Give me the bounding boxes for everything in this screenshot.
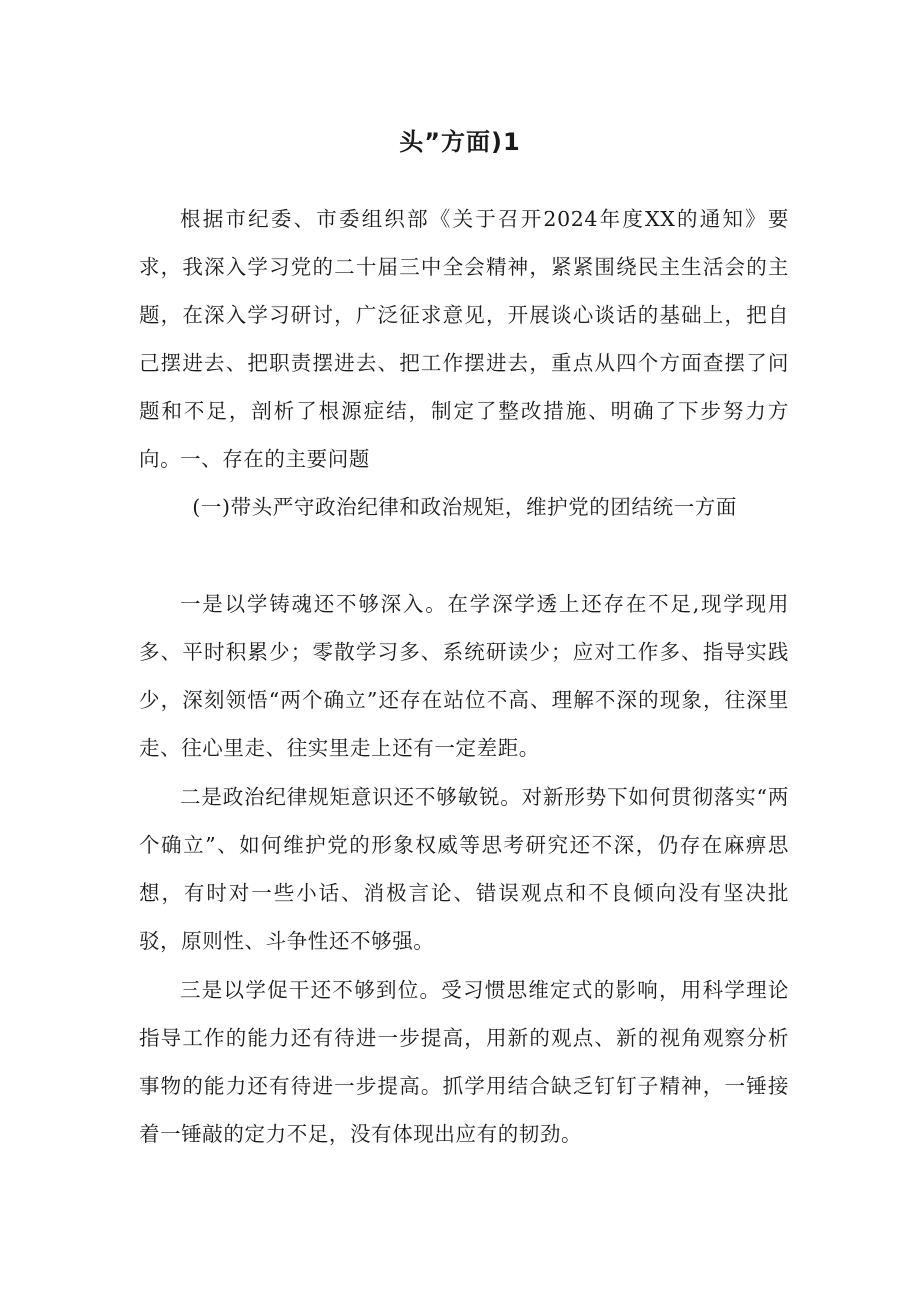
paragraph-1: 一是以学铸魂还不够深入。在学深学透上还存在不足,现学现用多、平时积累少；零散学习多、系统研读少；应对工作多、指导实践少，深刻领悟“两个确立”还存在站位不高、理解不深的现象，往深里走、往心里走、往实里走上还有一定差距。 (139, 592, 789, 760)
paragraph-3: 三是以学促干还不够到位。受习惯思维定式的影响，用科学理论指导工作的能力还有待进一步提高，用新的观点、新的视角观察分析事物的能力还有待进一步提高。抓学用结合缺乏钉钉子精神，一锤接着一锤敲的定力不足，没有体现出应有的韧劲。 (139, 978, 789, 1146)
paragraph-2: 二是政治纪律规矩意识还不够敏锐。对新形势下如何贯彻落实“两个确立”、如何维护党的形象权威等思考研究还不深，仍存在麻痹思想，有时对一些小话、消极言论、错误观点和不良倾向没有坚决批驳，原则性、斗争性还不够强。 (139, 785, 789, 953)
document-title: 头”方面)1 (399, 128, 521, 156)
subsection-heading: (一)带头严守政治纪律和政治规矩，维护党的团结统一方面 (192, 495, 737, 519)
intro-paragraph: 根据市纪委、市委组织部《关于召开2024年度XX的通知》要求，我深入学习党的二十届三中全会精神，紧紧围绕民主生活会的主题，在深入学习研讨，广泛征求意见，开展谈心谈话的基础上，把自己摆进去、把职责摆进去、把工作摆进去，重点从四个方面查摆了问题和不足，剖析了根源症结，制定了整改措施、明确了下步努力方向。 (139, 207, 789, 471)
section-heading: 一、存在的主要问题 (180, 447, 370, 471)
